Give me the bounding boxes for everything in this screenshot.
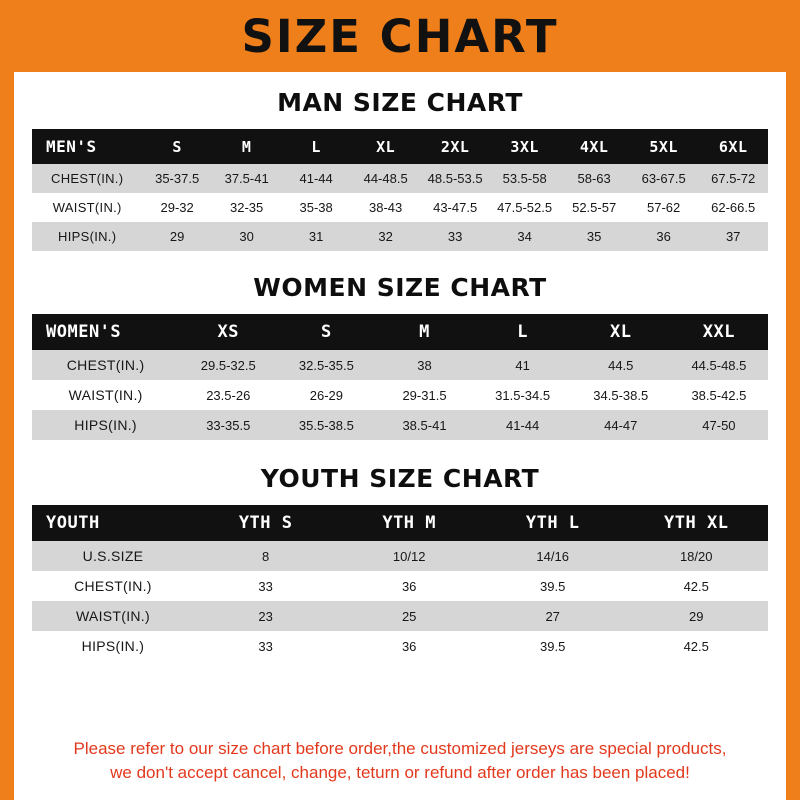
women-section-title: WOMEN SIZE CHART [253,273,547,302]
table-row [32,571,768,601]
table-cell: 31 [308,229,324,244]
row-label: HIPS(IN.) [58,229,117,244]
col-header: L [517,322,528,342]
table-cell: 41-44 [506,417,540,433]
table-cell: 29.5-32.5 [200,357,256,373]
table-cell: 33-35.5 [206,417,251,433]
col-header: S [321,322,332,342]
man-size-table [32,129,768,251]
table-cell: 32.5-35.5 [298,357,354,373]
col-header: YTH XL [664,513,729,533]
row-label: CHEST(IN.) [51,171,124,186]
col-header: S [172,137,182,156]
table-cell: 63-67.5 [641,171,686,186]
table-row [32,631,768,661]
table-cell: 35 [586,229,602,244]
table-cell: 29-31.5 [402,387,447,403]
table-cell: 37.5-41 [224,171,269,186]
row-label: U.S.SIZE [82,548,144,564]
table-cell: 42.5 [683,578,709,594]
table-cell: 44-47 [604,417,638,433]
table-cell: 30 [239,229,254,244]
table-cell: 57-62 [647,200,681,215]
col-header: 5XL [649,137,678,156]
table-cell: 33 [258,638,273,654]
table-row [32,164,768,193]
row-label: WAIST(IN.) [52,200,122,215]
row-label: WAIST(IN.) [75,608,150,624]
table-cell: 41 [515,357,530,373]
col-header: YTH M [382,513,437,533]
col-header: M [419,322,430,342]
youth-size-table [32,505,768,661]
table-row [32,193,768,222]
row-label: CHEST(IN.) [66,357,145,373]
col-header: WOMEN'S [46,322,122,342]
table-cell: 26-29 [309,387,343,403]
table-cell: 36 [656,229,671,244]
row-label: HIPS(IN.) [74,417,137,433]
table-row [32,601,768,631]
table-row [32,541,768,571]
footer-note [32,725,768,800]
row-label: WAIST(IN.) [68,387,143,403]
table-cell: 62-66.5 [711,200,756,215]
table-cell: 44-48.5 [363,171,408,186]
youth-section-title: YOUTH SIZE CHART [260,464,540,493]
table-row [32,410,768,440]
table-cell: 37 [725,229,741,244]
col-header: XL [610,322,632,342]
table-cell: 32-35 [230,200,264,215]
table-header-row [32,505,768,541]
table-cell: 38 [417,357,432,373]
table-cell: 36 [401,578,417,594]
table-cell: 39.5 [540,578,566,594]
col-header: XL [376,137,396,156]
table-cell: 31.5-34.5 [495,387,551,403]
table-cell: 10/12 [392,548,426,564]
table-cell: 39.5 [540,638,566,654]
col-header: XS [217,322,239,342]
table-cell: 34 [517,229,532,244]
table-cell: 29-32 [160,200,194,215]
table-cell: 47-50 [702,417,736,433]
table-cell: 36 [401,638,417,654]
table-cell: 23 [258,608,273,624]
table-cell: 33 [447,229,463,244]
header-banner [14,0,786,72]
col-header: M [241,137,252,156]
table-header-row [32,314,768,350]
table-cell: 23.5-26 [206,387,251,403]
col-header: YTH S [238,513,293,533]
table-cell: 67.5-72 [711,171,756,186]
table-cell: 44.5-48.5 [691,357,747,373]
footer-line-1: Please refer to our size chart before order,the customized jerseys are special products, [73,738,727,758]
table-row [32,222,768,251]
table-cell: 33 [258,578,273,594]
women-size-table [32,314,768,440]
table-cell: 35-38 [299,200,333,215]
table-cell: 41-44 [299,171,333,186]
table-cell: 27 [545,608,560,624]
table-cell: 38.5-41 [402,417,447,433]
table-row [32,380,768,410]
table-cell: 35.5-38.5 [298,417,354,433]
table-header-row [32,129,768,164]
col-header: YTH L [525,513,580,533]
col-header: 2XL [440,137,470,156]
table-cell: 47.5-52.5 [497,200,553,215]
table-cell: 38-43 [369,200,403,215]
table-cell: 32 [378,229,393,244]
table-cell: 48.5-53.5 [427,171,483,186]
row-label: CHEST(IN.) [74,578,152,594]
col-header: L [311,137,321,156]
man-section-title: MAN SIZE CHART [277,88,523,117]
table-cell: 34.5-38.5 [593,387,649,403]
col-header: XXL [702,322,736,342]
table-cell: 42.5 [683,638,709,654]
table-cell: 44.5 [608,357,634,373]
page-title: SIZE CHART [241,9,559,63]
table-cell: 35-37.5 [155,171,200,186]
table-cell: 52.5-57 [572,200,617,215]
table-cell: 29 [688,608,704,624]
row-label: HIPS(IN.) [81,638,145,654]
table-cell: 29 [169,229,185,244]
footer-line-2: we don't accept cancel, change, teturn or refund after order has been placed! [110,763,690,783]
col-header: 3XL [510,137,539,156]
content-area [14,72,786,800]
table-cell: 25 [401,608,417,624]
table-cell: 14/16 [536,548,569,564]
col-header: YOUTH [46,513,100,533]
col-header: MEN'S [46,137,97,156]
table-cell: 58-63 [577,171,611,186]
col-header: 6XL [718,137,748,156]
table-cell: 53.5-58 [502,171,547,186]
table-row [32,350,768,380]
col-header: 4XL [579,137,609,156]
table-cell: 38.5-42.5 [691,387,747,403]
table-cell: 43-47.5 [433,200,478,215]
table-cell: 18/20 [679,548,713,564]
table-cell: 8 [262,548,270,564]
